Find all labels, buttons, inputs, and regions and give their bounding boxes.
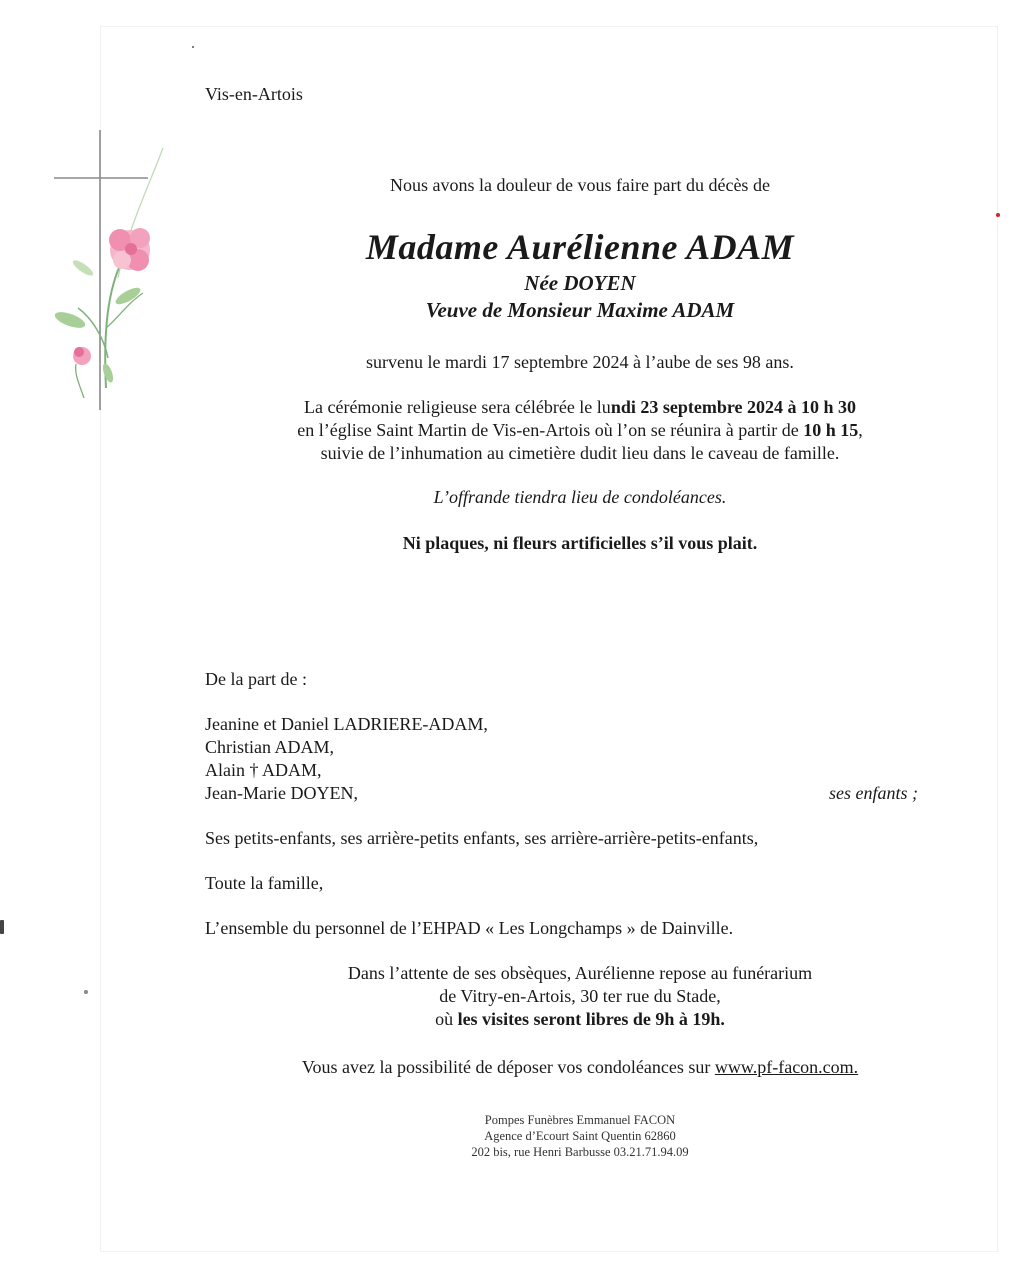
staff-line: L’ensemble du personnel de l’EHPAD « Les Longchamps » de Dainville. <box>205 918 734 938</box>
footer-line-2: Agence d’Ecourt Saint Quentin 62860 <box>484 1129 676 1143</box>
child-2: Christian ADAM, <box>205 737 335 757</box>
child-3: Alain † ADAM, <box>205 760 322 780</box>
family-line: Toute la famille, <box>205 873 324 893</box>
scan-speck <box>192 46 194 48</box>
scan-speck <box>0 920 4 934</box>
ceremony-date: ndi 23 septembre 2024 à 10 h 30 <box>610 397 856 417</box>
intro-line: Nous avons la douleur de vous faire part du décès de <box>390 175 770 195</box>
child-1: Jeanine et Daniel LADRIERE-ADAM, <box>205 714 488 734</box>
child-4: Jean-Marie DOYEN, <box>205 783 358 803</box>
condolences-link[interactable]: www.pf-facon.com. <box>714 1057 859 1077</box>
footer-line-3: 202 bis, rue Henri Barbusse 03.21.71.94.09 <box>471 1145 689 1159</box>
ceremony-line-3: suivie de l’inhumation au cimetière dudit lieu dans le caveau de famille. <box>320 443 840 463</box>
scan-speck <box>84 990 88 994</box>
from-label: De la part de : <box>205 669 307 689</box>
offering-line: L’offrande tiendra lieu de condoléances. <box>433 487 727 507</box>
rest-line-2: de Vitry-en-Artois, 30 ter rue du Stade, <box>439 986 721 1006</box>
ceremony-comma: , <box>858 420 863 440</box>
children-label: ses enfants ; <box>829 783 918 803</box>
condolences-text: Vous avez la possibilité de déposer vos condoléances sur <box>301 1057 715 1077</box>
condolences-line <box>180 1057 980 1078</box>
rest-line-1: Dans l’attente de ses obsèques, Aurélienne repose au funérarium <box>347 963 813 983</box>
ceremony-text: La cérémonie religieuse sera célébrée le lu <box>303 397 611 417</box>
death-line: survenu le mardi 17 septembre 2024 à l’aube de ses 98 ans. <box>366 352 794 372</box>
widow-line: Veuve de Monsieur Maxime ADAM <box>425 298 735 322</box>
place-name: Vis-en-Artois <box>205 84 303 104</box>
grandchildren-line: Ses petits-enfants, ses arrière-petits enfants, ses arrière-arrière-petits-enfants, <box>205 828 759 848</box>
no-flowers-line: Ni plaques, ni fleurs artificielles s’il vous plait. <box>402 533 758 553</box>
maiden-name: Née DOYEN <box>524 271 636 295</box>
footer-line-1: Pompes Funèbres Emmanuel FACON <box>484 1113 676 1127</box>
ceremony-line-2 <box>180 420 980 441</box>
ceremony-line-1 <box>180 397 980 418</box>
ceremony-place: en l’église Saint Martin de Vis-en-Artois où l’on se réunira à partir de <box>297 420 804 440</box>
cross-flower-icon <box>48 128 178 413</box>
gathering-time: 10 h 15 <box>803 420 859 440</box>
visit-hours: les visites seront libres de 9h à 19h. <box>457 1009 725 1029</box>
rest-line-3 <box>180 1009 980 1030</box>
rest-prefix: où <box>435 1009 458 1029</box>
deceased-name: Madame Aurélienne ADAM <box>365 227 795 267</box>
scan-speck <box>996 213 1000 217</box>
